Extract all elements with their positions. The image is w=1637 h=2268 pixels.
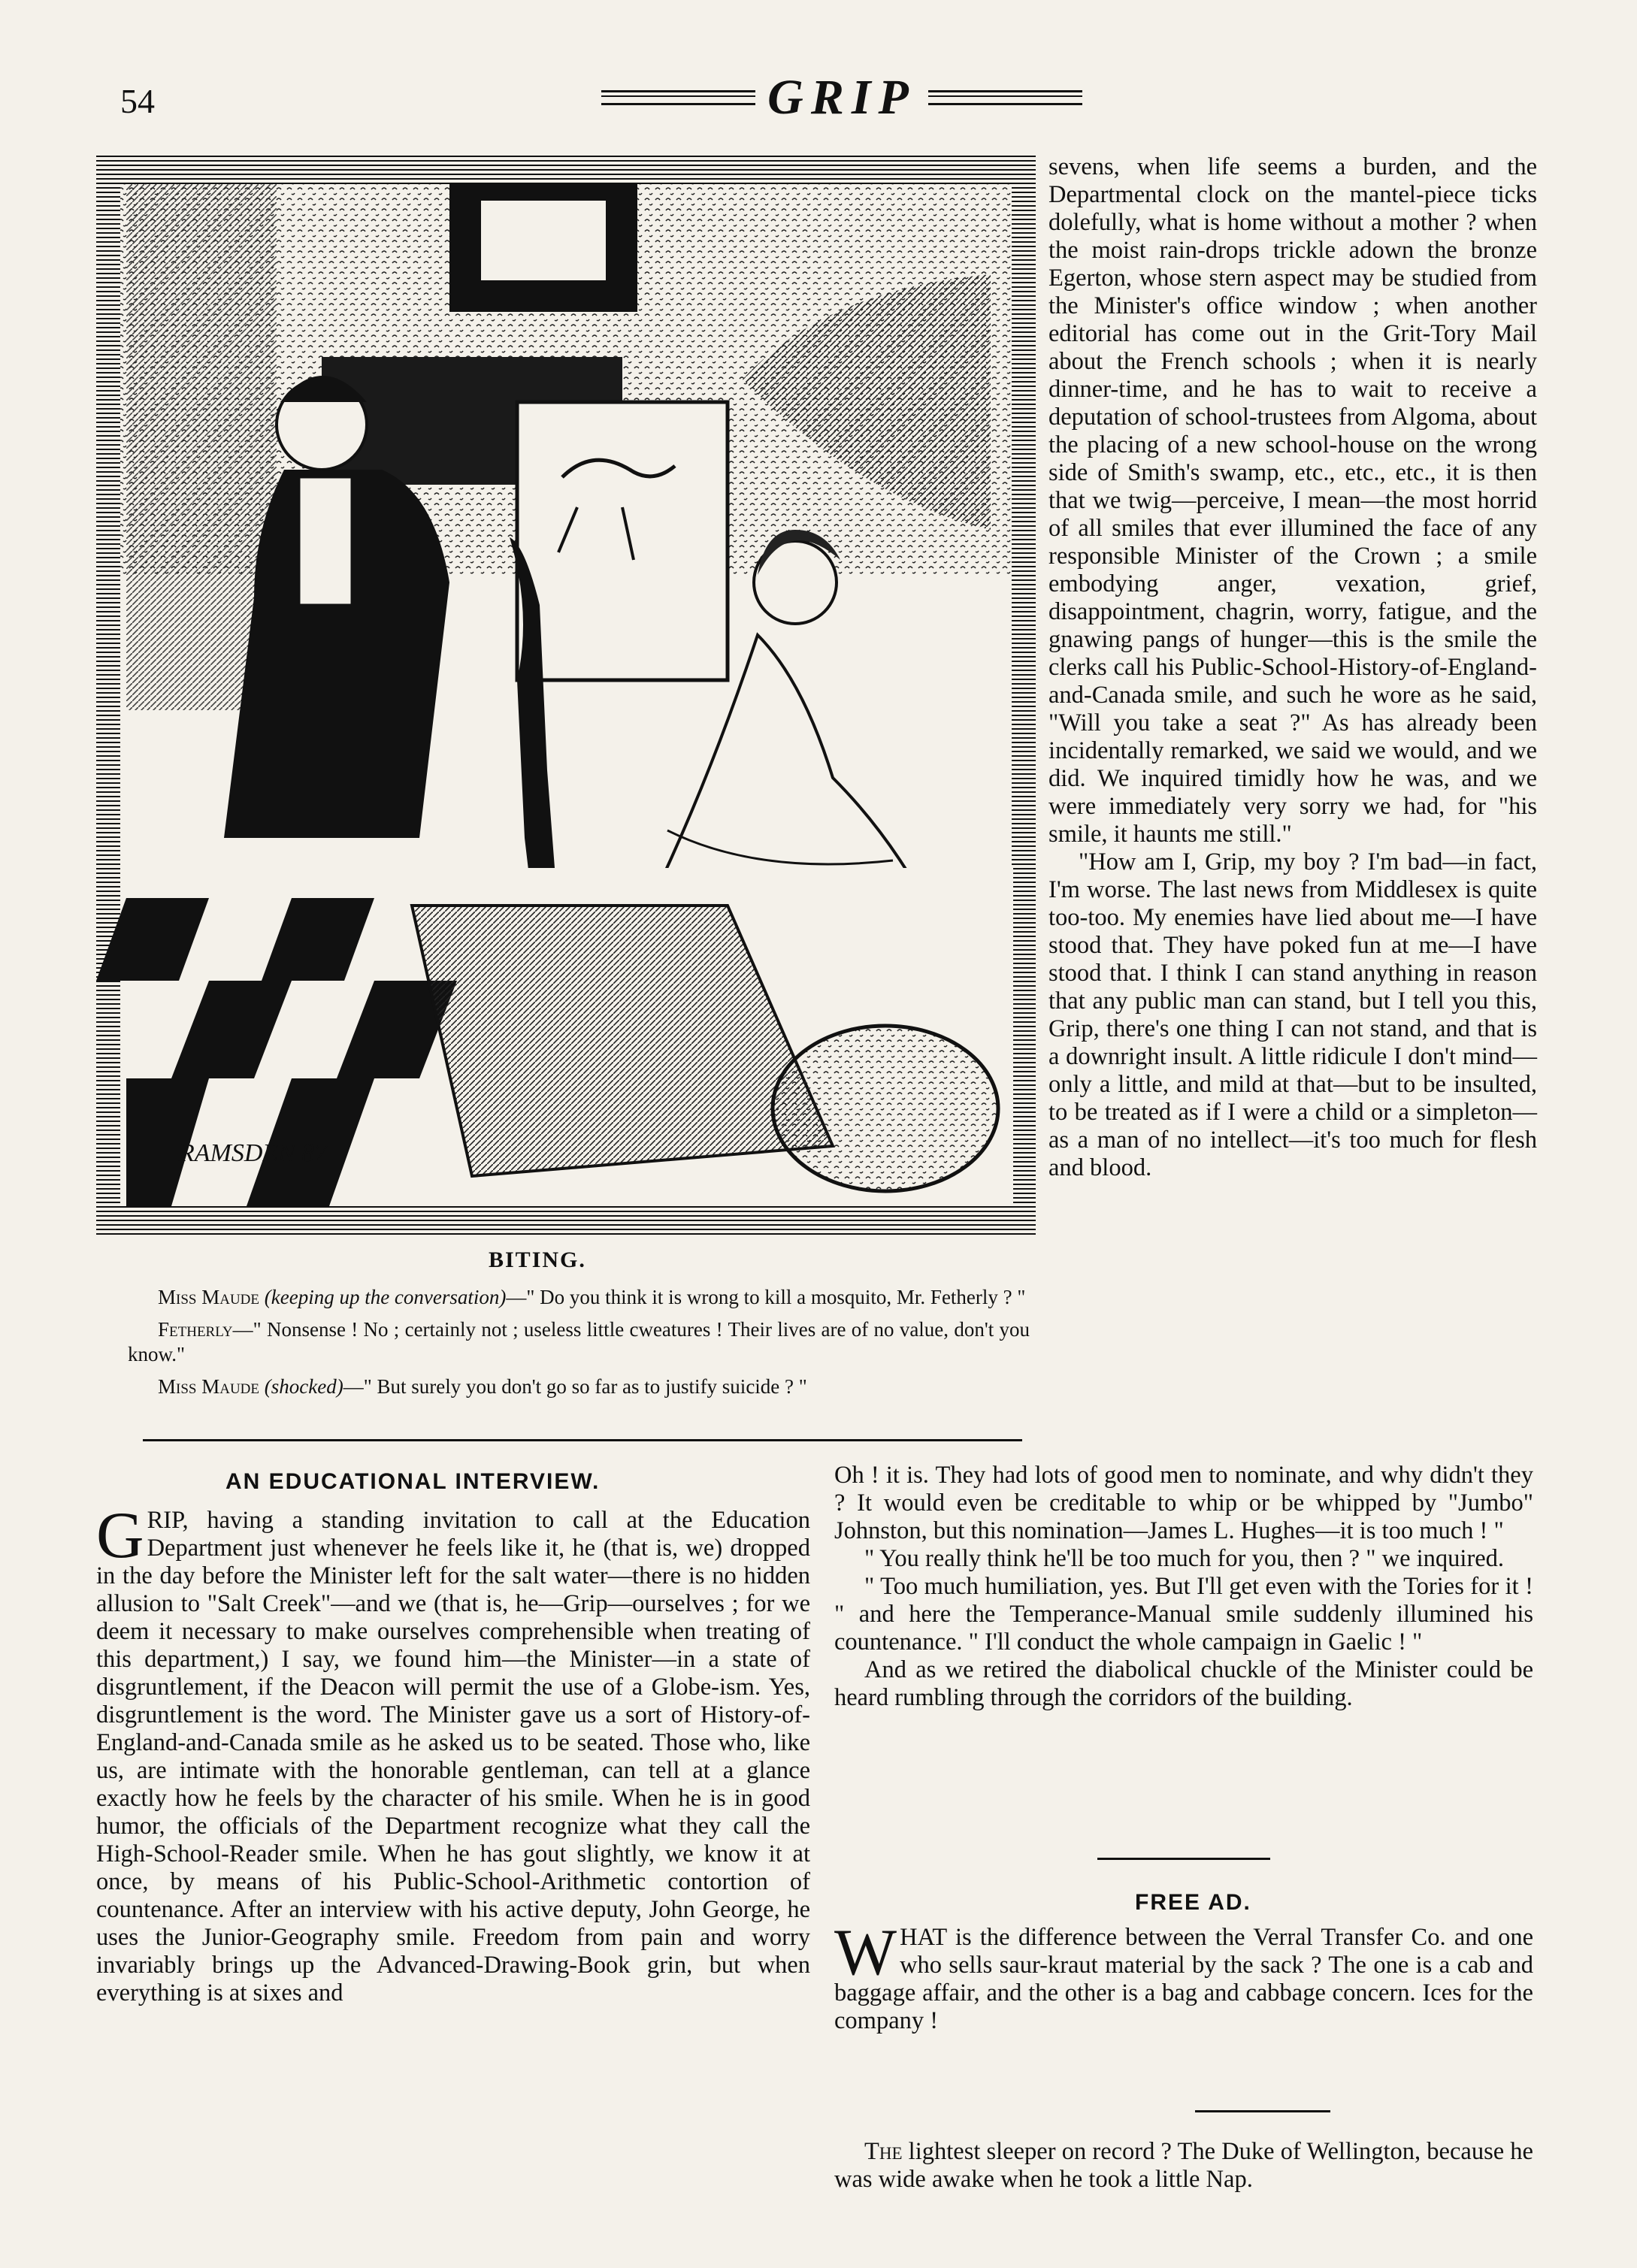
section-divider [1097,1858,1270,1860]
educational-interview-heading: AN EDUCATIONAL INTERVIEW. [225,1469,601,1494]
educational-interview-body [96,1499,810,2007]
page-number: 54 [120,82,155,120]
biting-illustration [96,154,1036,1236]
masthead [601,68,1082,128]
caption-line [128,1374,1030,1399]
caption-title: BITING. [489,1247,586,1272]
paragraph-text: RIP, having a standing invitation to call at the Education Department just whenever he feels like it, he (that is, we) dropped in the day before the Minister left for the salt water—there is no hidden allusion to "Salt Creek"—and we (that is, he—Grip—ourselves ; for we deem it necessary to make ourselves comprehensible when treating of this department,) I say, we found him—the Minister—in a state of disgruntlement, if the Deacon will permit the use of a Globe-ism. Yes, disgruntlement is the word. The Minister gave us a sort of History-of-England-and-Canada smile as he asked us to be seated. Those who, like us, are intimate with the honorable gentleman, can tell at a glance exactly how he feels by the character of his smile. When he is in good humor, the officials of the Department recognize what they call the High-School-Reader smile. When he has gout slightly, we know it at once, by means of his Public-School-Arithmetic contortion of countenance. After an interview with his active deputy, John George, he uses the Junior-Geography smile. Freedom from pain and worry invariably brings up the Advanced-Drawing-Book grin, but when everything is at sixes and [96,1507,810,2006]
article-continuation [834,1462,1533,1712]
caption-speaker: Miss Maude [158,1375,259,1398]
article-paragraph: "How am I, Grip, my boy ? I'm bad—in fact, I'm worse. The last news from Middlesex is quite too-too. My enemies have lied about me—I have stood that. They have poked fun at me—I have stood that. I think I can stand anything in reason that any public man can stand, but I tell you this, Grip, there's one thing I can not stand, and that is a downright insult. A little ridicule I don't mind—only a little, and mild at that—but to be insulted, to be treated as if I were a child or a simpleton—as a man of no intellect—it's too much for flesh and blood. [1048,848,1537,1181]
caption-text: —" Nonsense ! No ; certainly not ; useless little cweatures ! Their lives are of no value, don't you know." [128,1318,1030,1365]
caption-speaker: Fetherly [158,1318,233,1341]
masthead-title: GRIP [767,70,916,125]
article-paragraph: " You really think he'll be too much for you, then ? " we inquired. [864,1545,1505,1572]
drop-cap: G [96,1499,144,1572]
caption-text: —" But surely you don't go so far as to justify suicide ? " [343,1375,807,1398]
article-right-column [1048,153,1537,1182]
paragraph-text: HAT is the difference between the Verral Transfer Co. and one who sells saur-kraut material by the sack ? The one is a cab and baggage affair, and the other is a bag and cabbage concern. Ices for the company ! [834,1924,1533,2034]
caption-line [128,1285,1030,1310]
caption-divider [143,1439,1022,1441]
article-paragraph [96,1499,810,2007]
sleeper-joke [834,2138,1533,2194]
free-ad-heading: FREE AD. [1135,1890,1251,1915]
article-paragraph: sevens, when life seems a burden, and the Departmental clock on the mantel-piece ticks dolefully, what is home without a mother ? when the moist rain-drops trickle adown the bronze Egerton, whose stern aspect may be studied from the Minister's office window ; when another editorial has come out in the Grit-Tory Mail about the French schools ; when it is nearly dinner-time, and he has to wait to receive a deputation of school-trustees from Algoma, about the placing of a new school-house on the wrong side of Smith's swamp, etc., etc., etc., it is then that we twig—perceive, I mean—the most horrid of all smiles that ever illumined the face of any responsible Minister of the Crown ; a smile embodying anger, vexation, grief, disappointment, chagrin, worry, fatigue, and the gnawing pangs of hunger—this is the smile the clerks call his Public-School-History-of-England-and-Canada smile, and such he wore as he said, "Will you take a seat ?" As has already been incidentally remarked, we said we would, and we did. We inquired timidly how he was, and we were immediately very sorry we had, for "his smile, it haunts me still." [1048,153,1537,848]
masthead-rule-right [928,90,1082,105]
caption-speaker: Miss Maude [158,1286,259,1308]
parlor-scene-engraving [96,154,1036,1236]
section-divider [1195,2110,1330,2112]
caption-dialogue [128,1285,1030,1407]
caption-direction: (keeping up the conversation) [264,1286,507,1308]
article-paragraph: " Too much humiliation, yes. But I'll get even with the Tories for it ! " and here the Temperance-Manual smile suddenly illumined his countenance. " I'll conduct the whole campaign in Gaelic ! " [834,1573,1533,1656]
caption-text: —" Do you think it is wrong to kill a mosquito, Mr. Fetherly ? " [506,1286,1026,1308]
illustration-signature: RAMSDEN 87 [179,1139,328,1167]
article-paragraph [834,2138,1533,2194]
caption-line [128,1317,1030,1367]
article-paragraph: Oh ! it is. They had lots of good men to nominate, and why didn't they ? It would even be creditable to whip or be whipped by "Jumbo" Johnston, but this nomination—James L. Hughes—it is too much ! " [834,1462,1533,1544]
caption-direction: (shocked) [264,1375,343,1398]
lead-word: The [864,2138,903,2165]
article-paragraph [834,1916,1533,2035]
masthead-rule-left [601,90,755,105]
paragraph-text: lightest sleeper on record ? The Duke of Wellington, because he was wide awake when he took a little Nap. [834,2138,1533,2193]
drop-cap: W [834,1916,897,1989]
article-paragraph: And as we retired the diabolical chuckle of the Minister could be heard rumbling through the corridors of the building. [834,1656,1533,1711]
free-ad-body [834,1916,1533,2035]
